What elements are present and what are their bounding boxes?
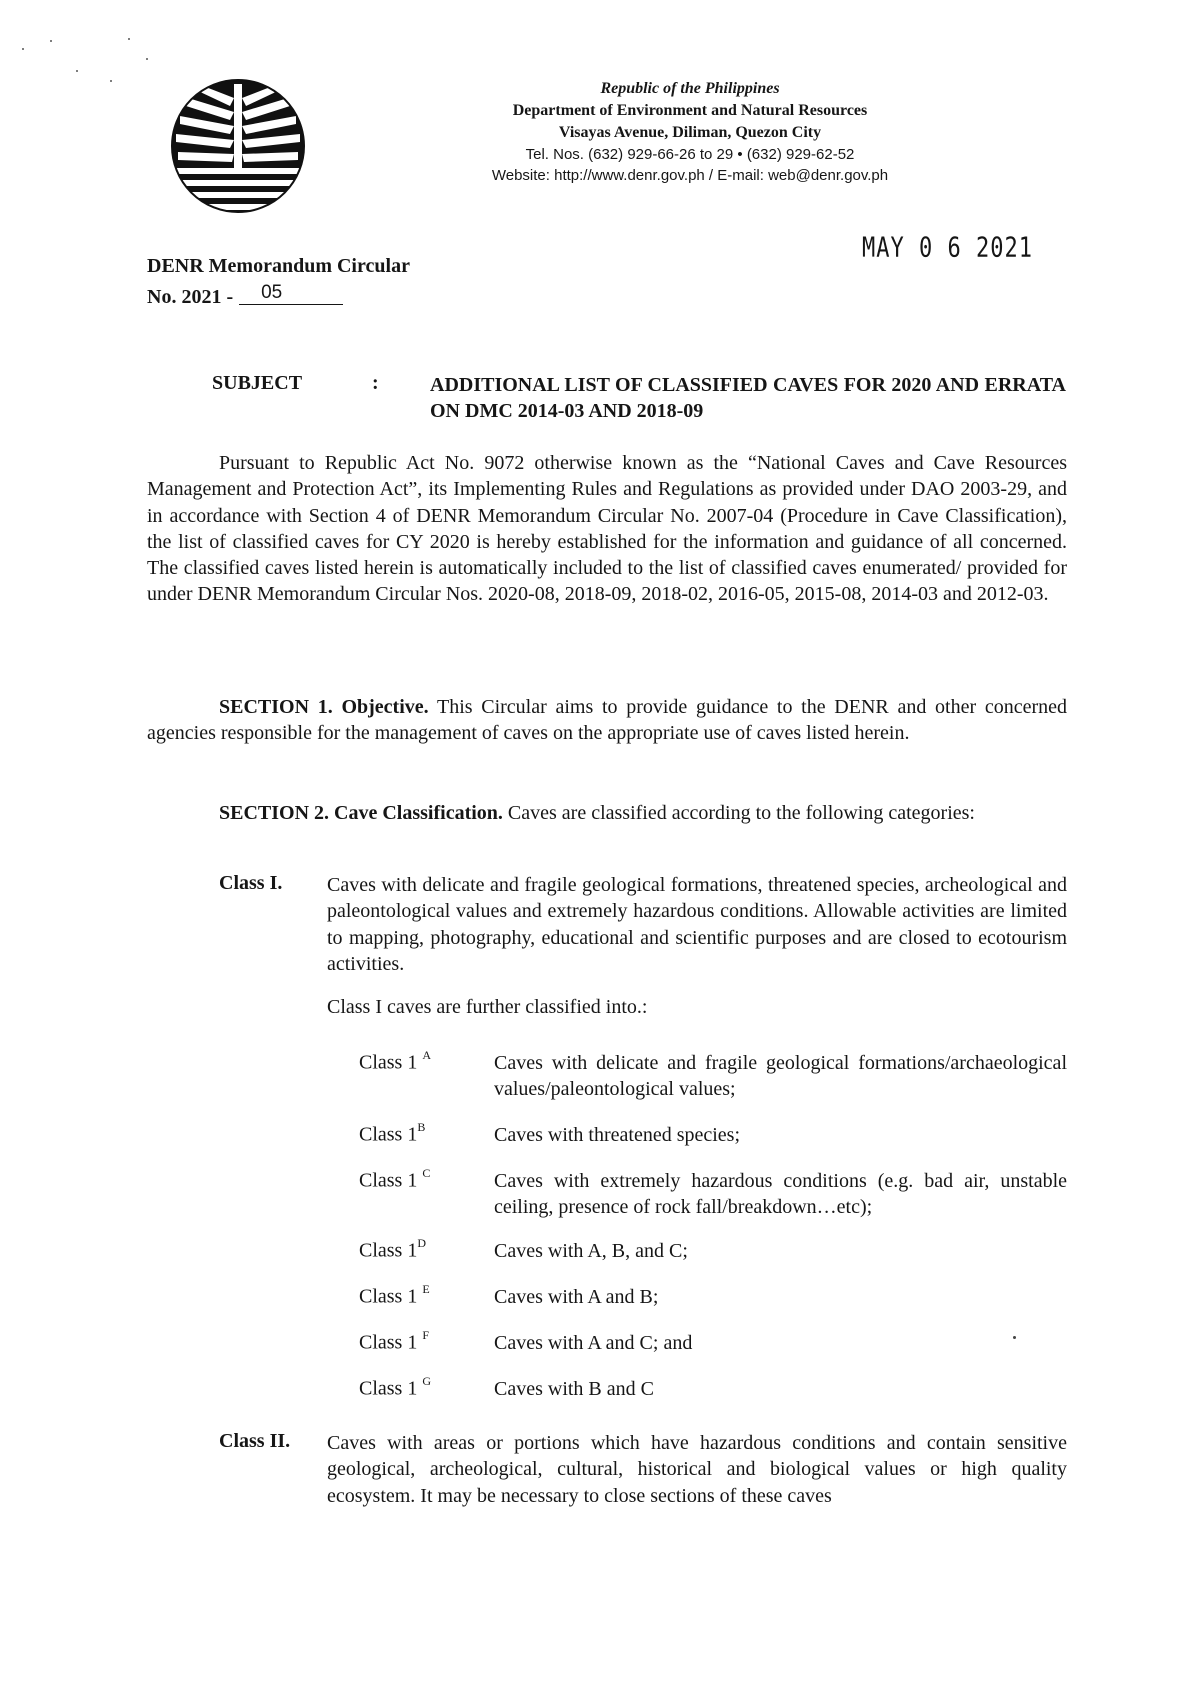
- section-1-text: This Circular aims to provide guidance to the DENR and other concerned agencies responsible for the management of caves on the appropriate use of caves listed herein.: [147, 696, 1067, 745]
- subject-colon: :: [372, 372, 379, 394]
- section-2-title: Cave Classification.: [334, 802, 503, 824]
- denr-logo: [168, 76, 308, 216]
- letterhead-republic: Republic of the Philippines: [600, 80, 780, 97]
- scan-speck: [22, 48, 24, 50]
- scan-speck: [50, 40, 52, 42]
- circular-number-prefix: No. 2021 -: [147, 286, 234, 308]
- intro-paragraph: Pursuant to Republic Act No. 9072 otherwise known as the “National Caves and Cave Resources Management and Protection Act”, its Implementing Rules and Regulations as provided under DAO 2003-29, and in accordance with Section 4 of DENR Memorandum Circular No. 2007-04 (Procedure in Cave Classification), the list of classified caves for CY 2020 is hereby established for the information and guidance of all concerned. The classified caves listed herein is automatically included to the list of classified caves enumerated/ provided for under DENR Memorandum Circular Nos. 2020-08, 2018-09, 2018-02, 2016-05, 2015-08, 2014-03 and 2012-03.: [147, 452, 1067, 606]
- subclass-label: Class $1^B$: [359, 1120, 426, 1146]
- subclass-text: Caves with threatened species;: [494, 1124, 741, 1146]
- subclass-label: Class 1 $^F$: [359, 1328, 430, 1354]
- section-2-paragraph: [147, 800, 1067, 826]
- scan-speck: [76, 70, 78, 72]
- scan-dot: [1013, 1336, 1016, 1339]
- section-2-text: Caves are classified according to the following categories:: [507, 802, 975, 824]
- circular-number-line: [147, 284, 343, 309]
- class-ii-text: Caves with areas or portions which have hazardous conditions and contain sensitive geological, archeological, cultural, historical and biological values or high quality ecosystem. It may be necessary to close sections of these caves: [327, 1432, 1067, 1507]
- section-1-title: Objective.: [341, 696, 429, 718]
- subclass-text: Caves with extremely hazardous conditions (e.g. bad air, unstable ceiling, presence of rock fall/breakdown…etc);: [494, 1170, 1067, 1218]
- denr-logo-icon: [168, 76, 308, 216]
- circular-number: 05: [261, 282, 283, 303]
- subclass-label: Class 1 $^C$: [359, 1166, 431, 1192]
- date-stamp: MAY 0 6 2021: [862, 232, 1033, 265]
- circular-title: DENR Memorandum Circular: [147, 255, 410, 277]
- subclass-text: Caves with A and C; and: [494, 1332, 693, 1354]
- subclass-text: Caves with delicate and fragile geological formations/archaeological values/paleontological values;: [494, 1052, 1067, 1100]
- section-1-paragraph: [147, 694, 1067, 747]
- scan-speck: [128, 38, 130, 40]
- class-ii-label: Class II.: [219, 1430, 291, 1452]
- letterhead-telephone: Tel. Nos. (632) 929-66-26 to 29 • (632) 929-62-52: [525, 146, 855, 163]
- letterhead-website: Website: http://www.denr.gov.ph / E-mail: web@denr.gov.ph: [491, 167, 889, 184]
- class-i-label: Class I.: [219, 872, 283, 894]
- scan-speck: [146, 58, 148, 60]
- circular-number-blank: [239, 284, 343, 305]
- class-i-text: Caves with delicate and fragile geological formations, threatened species, archeological and paleontological values and extremely hazardous conditions. Allowable activities are limited to mapping, photography, educational and scientific purposes and are closed to ecotourism activities.: [327, 874, 1067, 975]
- letterhead-department: Department of Environment and Natural Resources: [512, 102, 868, 119]
- section-2-heading: SECTION 2.: [219, 802, 330, 824]
- subclass-text: Caves with A, B, and C;: [494, 1240, 688, 1262]
- subclass-label: Class 1 $^G$: [359, 1374, 432, 1400]
- subject-text: ADDITIONAL LIST OF CLASSIFIED CAVES FOR 2020 AND ERRATA ON DMC 2014-03 AND 2018-09: [430, 374, 1066, 422]
- subject-label: SUBJECT: [212, 372, 303, 394]
- subclass-text: Caves with B and C: [494, 1378, 654, 1400]
- subclass-label: Class 1 $^A$: [359, 1048, 432, 1074]
- letterhead-address: Visayas Avenue, Diliman, Quezon City: [558, 124, 822, 141]
- subclass-label: Class $1^D$: [359, 1236, 427, 1262]
- section-1-heading: SECTION 1.: [219, 696, 333, 718]
- subclass-text: Caves with A and B;: [494, 1286, 659, 1308]
- subclass-label: Class 1 $^E$: [359, 1282, 430, 1308]
- scan-speck: [110, 80, 112, 82]
- class-i-further: Class I caves are further classified into.:: [327, 996, 648, 1018]
